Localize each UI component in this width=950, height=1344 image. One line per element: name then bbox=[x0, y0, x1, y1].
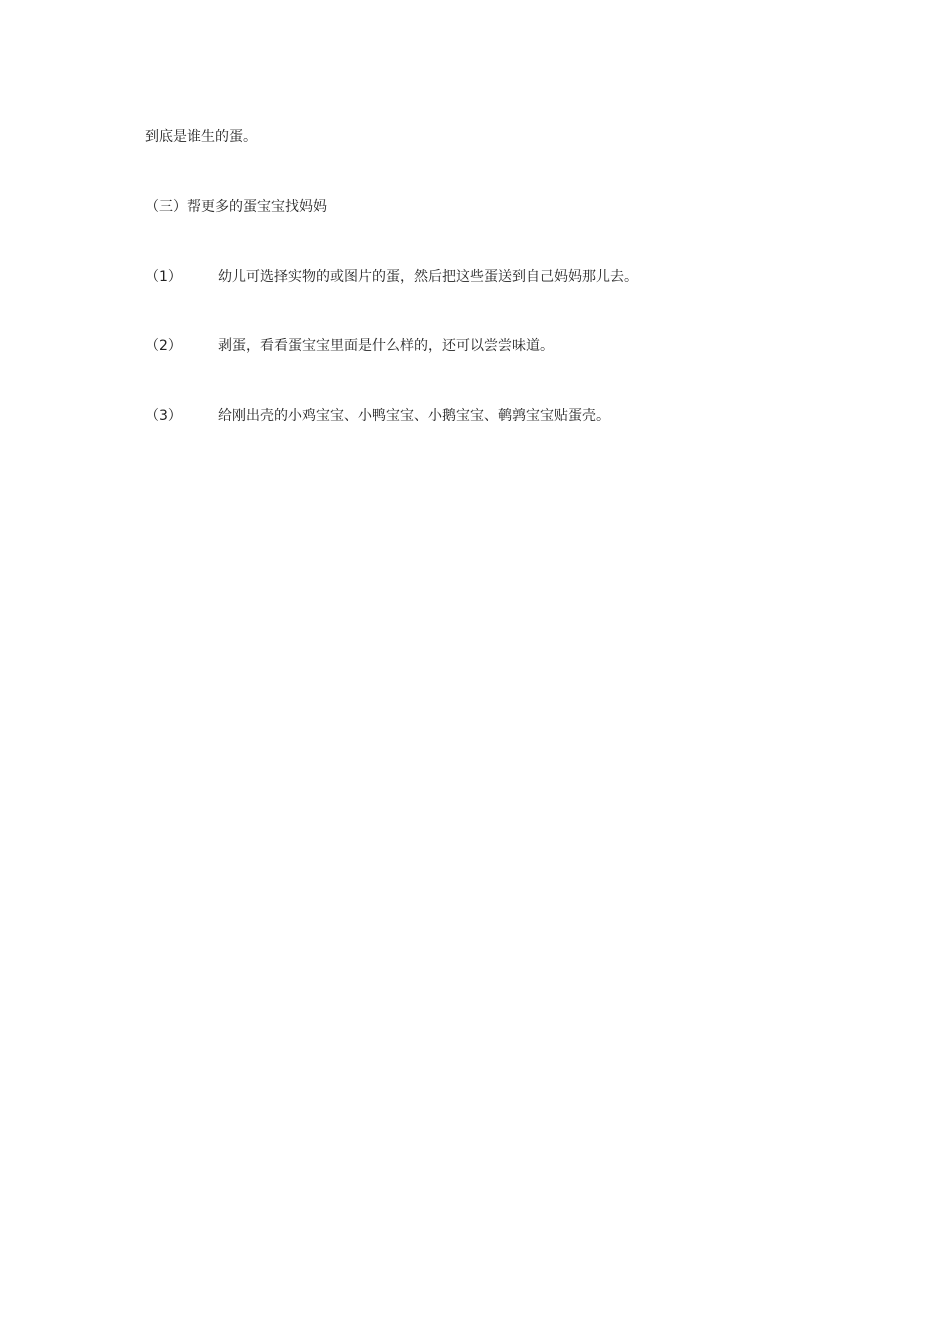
section-heading: （三）帮更多的蛋宝宝找妈妈 bbox=[145, 199, 327, 215]
list-item-text: 幼儿可选择实物的或图片的蛋，然后把这些蛋送到自己妈妈那儿去。 bbox=[218, 269, 638, 285]
list-item-number: （1） bbox=[145, 269, 182, 285]
list-item-text: 剥蛋，看看蛋宝宝里面是什么样的，还可以尝尝味道。 bbox=[218, 338, 554, 354]
list-item-number: （2） bbox=[145, 338, 182, 354]
list-item-text: 给刚出壳的小鸡宝宝、小鸭宝宝、小鹅宝宝、鹌鹑宝宝贴蛋壳。 bbox=[218, 408, 610, 424]
continuation-line: 到底是谁生的蛋。 bbox=[145, 129, 257, 145]
list-item-number: （3） bbox=[145, 408, 182, 424]
